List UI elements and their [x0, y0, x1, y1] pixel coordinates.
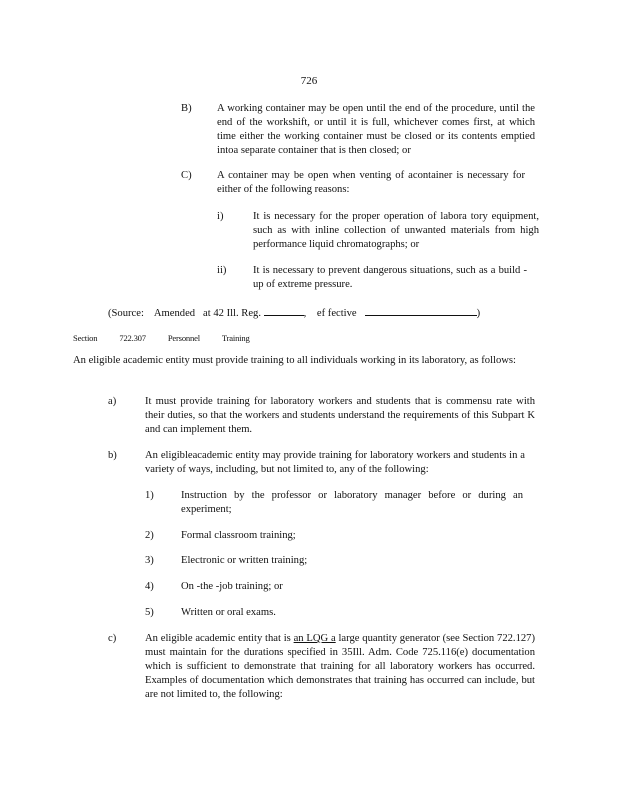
source-amended: Amended [153, 308, 196, 319]
item-text-C: A container may be open when venting of acontainer is necessary for either of the following reasons: [217, 170, 525, 195]
subitem-text-5: Written or oral exams. [181, 607, 276, 618]
register-blank [264, 304, 304, 316]
item-label-c: c) [108, 633, 117, 644]
item-text-c-pre: An eligible academic entity that is [145, 633, 294, 644]
subitem-label-3: 3) [145, 555, 154, 566]
subitem-text-4: On -the -job training; or [181, 581, 283, 592]
section-title-1: Personnel [167, 333, 200, 343]
item-text-b: An eligibleacademic entity may provide training for laboratory workers and students in a variety of ways, including, but not limited to, any of the following: [145, 450, 525, 475]
subitem-label-1: 1) [145, 490, 154, 501]
source-close: ) [476, 308, 481, 319]
source-effective: ef fective [316, 308, 357, 319]
item-label-b: b) [108, 450, 117, 461]
intro-paragraph: An eligible academic entity must provide training to all individuals working in its laboratory, as follows: [73, 355, 516, 366]
item-text-a: It must provide training for laboratory workers and students that is commensu rate with their duties, so that the workers and students understand the requirements of this Subpart K and can implement them. [145, 396, 535, 435]
item-label-B: B) [181, 103, 192, 114]
section-title-2: Training [221, 333, 250, 343]
item-label-ii: ii) [217, 265, 227, 276]
subitem-label-2: 2) [145, 530, 154, 541]
subitem-text-1: Instruction by the professor or laboratory manager before or during an experiment; [181, 490, 523, 515]
page-number: 726 [300, 75, 318, 87]
item-label-C: C) [181, 170, 192, 181]
struck-inserted-text: an LQG a [293, 633, 336, 644]
subitem-text-2: Formal classroom training; [181, 530, 296, 541]
effective-date-blank [365, 304, 477, 316]
source-note [108, 304, 480, 321]
subitem-label-4: 4) [145, 581, 154, 592]
section-word: Section [73, 333, 98, 343]
section-number: 722.307 [119, 333, 146, 343]
item-text-B: A working container may be open until the end of the procedure, until the end of the workshift, or until it is full, whichever comes first, at which time either the working container must be closed or its contents emptied intoa separate container that is then closed; or [217, 103, 535, 156]
item-label-i: i) [217, 211, 224, 222]
subitem-text-3: Electronic or written training; [181, 555, 308, 566]
item-label-a: a) [108, 396, 117, 407]
section-heading [73, 331, 250, 345]
source-prefix: (Source: [108, 308, 144, 319]
source-comma: , [303, 308, 307, 319]
item-text-ii: It is necessary to prevent dangerous situations, such as a build -up of extreme pressure. [253, 265, 527, 290]
item-text-c [145, 632, 535, 702]
source-register: at 42 Ill. Reg. [203, 308, 262, 319]
item-text-i: It is necessary for the proper operation of labora tory equipment, such as with inline collection of unwanted materials from high performance liquid chromatographs; or [253, 211, 539, 250]
subitem-label-5: 5) [145, 607, 154, 618]
item-text-c-post: large quantity generator (see Section 722.127) must maintain for the durations specified in 35Ill. Adm. Code 725.116(e) documentation which is sufficient to demonstrate that training for all laboratory workers has occurred. Examples of documentation which demonstrates that training has occurred can include, but are not limited to, the following: [145, 633, 535, 700]
